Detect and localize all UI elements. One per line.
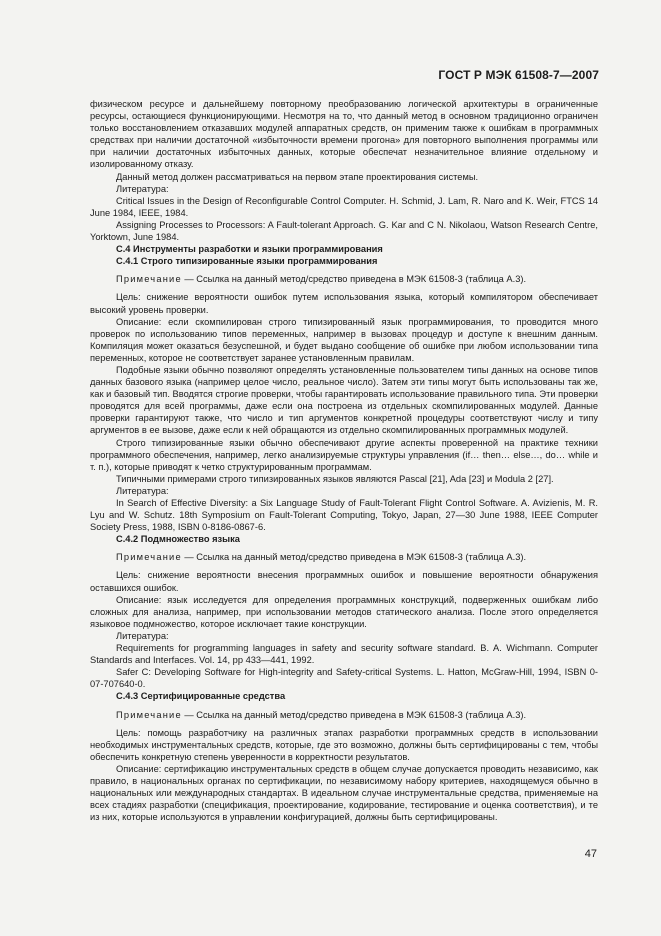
reference: Requirements for programming languages in safety and security software standard. B. A. Wichmann. Computer Standards and Interfaces. Vol. 14, pp 433—441, 1992. — [90, 643, 598, 666]
note — [90, 709, 598, 721]
paragraph: Строго типизированные языки обычно обеспечивают другие аспекты проверенной на практике техники программного обеспечения, например, легко анализируемые структуры управления (if… then… else…, do… while и т. п.), которые приводят к четко структурированным программам. — [90, 437, 598, 472]
reference: Critical Issues in the Design of Reconfigurable Control Computer. H. Schmid, J. Lam, R. Naro and K. Weir, FTCS 14 June 1984, IEEE, 1984. — [90, 195, 598, 218]
paragraph-intro: физическом ресурсе и дальнейшему повторному преобразованию логической архитектуры в ограниченные ресурсы, остающиеся функционирующими. Несмотря на то, что данный метод в основном традиционно ограничен только восстановлением отказавших модулей аппаратных средств, он применим также к ошибкам в программных средствах при наличии достаточной «избыточности времени прогона» для повторного выполнения программы или при наличии достаточных избыточных данных, которые обеспечат незначительное влияние отдельному и изолированному отказу. — [90, 99, 598, 170]
paragraph: Подобные языки обычно позволяют определять установленные пользователем типы данных на основе типов данных базового языка (например целое число, реальное число). Затем эти типы могут быть использованы так же, как и базовый тип. Вводятся строгие проверки, чтобы гарантировать использование правильного типа. Эти проверки проводятся для всей программы, даже если она построена из отдельных скомпилированных модулей. Данные проверки гарантируют также, что число и тип аргументов конкретной процедуры соответствуют числу и типу аргументов в ее вызове, даже если к ней обращаются из отдельно скомпилированных программных модулей. — [90, 364, 598, 436]
paragraph-goal: Цель: помощь разработчику на различных этапах разработки программных средств в использовании необходимых инструментальных средств, которые, где это возможно, должны быть сертифицированы с тем, чтобы обеспечить конкретную степень уверенности в корректности результатов. — [90, 727, 598, 762]
literature-label: Литература: — [116, 630, 169, 641]
note-text: — Ссылка на данный метод/средство приведена в МЭК 61508-3 (таблица А.3). — [181, 552, 527, 563]
section-heading-c4: С.4 Инструменты разработки и языки программирования — [116, 244, 383, 255]
literature-label: Литература: — [116, 183, 169, 194]
note-prefix: Примечание — [116, 552, 182, 563]
page-body — [90, 98, 598, 823]
section-heading-c43: С.4.3 Сертифицированные средства — [116, 691, 286, 702]
note-prefix: Примечание — [116, 274, 182, 285]
note-prefix: Примечание — [116, 709, 182, 720]
paragraph-description: Описание: язык исследуется для определения программных конструкций, подверженных ошибкам либо сложных для анализа, например, при использовании методов статического анализа. После этого определяется языковое подмножество, которое исключает такие конструкции. — [90, 594, 598, 629]
reference: Assigning Processes to Processors: A Fault-tolerant Approach. G. Kar and C N. Nikolaou, Watson Research Centre, Yorktown, June 1984. — [90, 219, 598, 243]
note — [90, 551, 598, 563]
note — [90, 273, 598, 285]
note-text: — Ссылка на данный метод/средство приведена в МЭК 61508-3 (таблица А.3). — [181, 274, 527, 285]
paragraph-goal: Цель: снижение вероятности ошибок путем использования языка, который компилятором обеспечивает высокий уровень проверки. — [90, 292, 598, 315]
paragraph-description: Описание: если скомпилирован строго типизированный язык программирования, то проводится много проверок по использованию типов переменных, например в вызовах процедур и доступе к внешним данным. Компиляция может оказаться безуспешной, и будет выдано сообщение об ошибке при любом использовании типа переменных, которое не соответствует заранее установленным правилам. — [90, 316, 598, 363]
section-heading-c42: С.4.2 Подмножество языка — [116, 534, 240, 545]
section-heading-c41: С.4.1 Строго типизированные языки программирования — [116, 256, 378, 267]
literature-label: Литература: — [116, 485, 169, 496]
standard-header: ГОСТ Р МЭК 61508-7—2007 — [438, 68, 599, 82]
paragraph-stage: Данный метод должен рассматриваться на первом этапе проектирования системы. — [116, 171, 479, 182]
paragraph: Типичными примерами строго типизированных языков являются Pascal [21], Ada [23] и Modula 2 [27]. — [116, 473, 554, 484]
reference: In Search of Effective Diversity: a Six Language Study of Fault-Tolerant Flight Control Software. A. Avizienis, M. R. Lyu and W. Schutz. 18th Symposium on Fault-Tolerant Computing, Tokyo, Japan, 27—30 June 1988, IEEE Computer Society Press, 1988, ISBN 0-8186-0867-6. — [90, 498, 598, 533]
reference: Safer C: Developing Software for High-integrity and Safety-critical Systems. L. Hatton, McGraw-Hill, 1994, ISBN 0-07-707640-0. — [90, 667, 598, 690]
note-text: — Ссылка на данный метод/средство приведена в МЭК 61508-3 (таблица А.3). — [181, 709, 527, 720]
page-number: 47 — [584, 848, 597, 860]
paragraph-description: Описание: сертификацию инструментальных средств в общем случае допускается проводить независимо, как правило, в национальных органах по сертификации, по независимому набору критериев, находящемуся обычно в национальных или международных стандартах. В идеальном случае инструментальные средства, применяемые на всех стадиях разработки (спецификация, проектирование, кодирование, тестирование и оценка соответствия), и те из них, которые используются в управлении конфигурацией, должны быть сертифицированы. — [90, 763, 598, 823]
paragraph-goal: Цель: снижение вероятности внесения программных ошибок и повышение вероятности обнаружения оставшихся ошибок. — [90, 570, 598, 593]
